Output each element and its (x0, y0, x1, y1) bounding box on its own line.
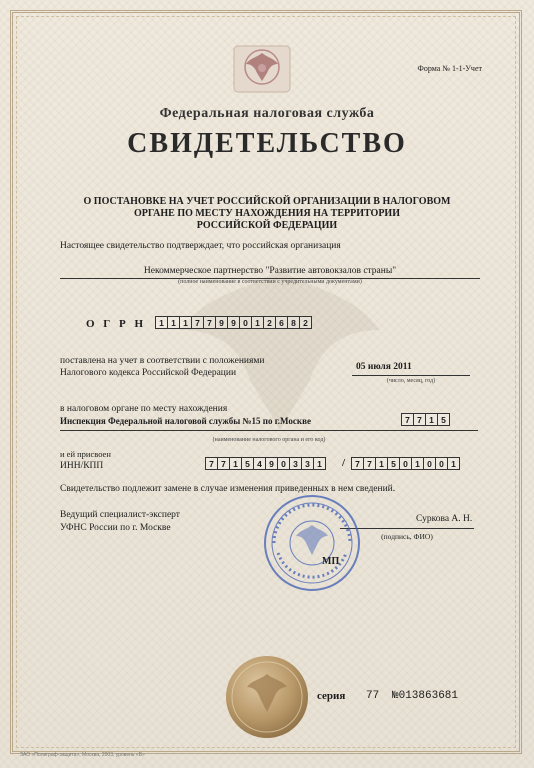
document-title: СВИДЕТЕЛЬСТВО (127, 128, 407, 159)
subtitle-line: ОРГАНЕ ПО МЕСТУ НАХОЖДЕНИЯ НА ТЕРРИТОРИИ (133, 208, 400, 219)
document-subtitle (0, 196, 534, 232)
form-number: Форма № 1-1-Учет (417, 64, 482, 73)
digit-cell: 1 (447, 457, 460, 470)
digit-cell: 9 (265, 457, 278, 470)
series-label: серия (317, 690, 346, 702)
digit-cell: 5 (241, 457, 254, 470)
registration-basis-line: поставлена на учет в соответствии с положениями (60, 356, 265, 366)
digit-cell: 0 (277, 457, 290, 470)
signer-name: Суркова А. Н. (416, 514, 473, 524)
digit-cell: 2 (299, 316, 312, 329)
digit-cell: 7 (191, 316, 204, 329)
digit-cell: 7 (205, 457, 218, 470)
signer-title-line: Ведущий специалист-эксперт (60, 510, 180, 520)
digit-cell: 1 (425, 413, 438, 426)
digit-cell: 1 (229, 457, 242, 470)
digit-cell: 7 (413, 413, 426, 426)
inn-number (206, 457, 326, 470)
digit-cell: 0 (423, 457, 436, 470)
service-name: Федеральная налоговая служба (159, 106, 375, 121)
signer-title-line: УФНС России по г. Москве (60, 523, 171, 533)
digit-cell: 8 (287, 316, 300, 329)
tax-office-name: Инспекция Федеральной налоговой службы №15 по г.Москве (60, 416, 311, 426)
digit-cell: 1 (251, 316, 264, 329)
digit-cell: 7 (217, 457, 230, 470)
inn-kpp-label: ИНН/КПП (60, 461, 104, 471)
subtitle-line: О ПОСТАНОВКЕ НА УЧЕТ РОССИЙСКОЙ ОРГАНИЗАЦИИ В НАЛОГОВОМ (83, 196, 451, 207)
tax-office-underline (60, 430, 478, 431)
digit-cell: 7 (363, 457, 376, 470)
registration-basis (60, 355, 264, 379)
digit-cell: 3 (301, 457, 314, 470)
digit-cell: 0 (399, 457, 412, 470)
digit-cell: 1 (179, 316, 192, 329)
date-caption: (число, месяц, год) (386, 378, 436, 384)
eagle-emblem-icon (226, 44, 298, 94)
ogrn-number (156, 316, 312, 329)
digit-cell: 1 (313, 457, 326, 470)
digit-cell: 7 (351, 457, 364, 470)
tax-office-label: в налоговом органе по месту нахождения (60, 404, 228, 414)
confirm-text: Настоящее свидетельство подтверждает, что российская организация (60, 241, 341, 251)
digit-cell: 1 (167, 316, 180, 329)
digit-cell: 9 (215, 316, 228, 329)
series-value: 77 (366, 690, 380, 702)
date-underline (352, 375, 470, 376)
inn-kpp-separator: / (342, 457, 346, 469)
registration-date: 05 июля 2011 (356, 362, 412, 372)
digit-cell: 1 (411, 457, 424, 470)
ogrn-label: О Г Р Н (86, 318, 147, 330)
digit-cell: 3 (289, 457, 302, 470)
digit-cell: 4 (253, 457, 266, 470)
tax-office-caption: (наименование налогового органа и его код) (212, 437, 326, 443)
kpp-number (352, 457, 460, 470)
digit-cell: 0 (239, 316, 252, 329)
signature-caption: (подпись, ФИО) (381, 532, 433, 541)
official-stamp-icon (262, 493, 362, 593)
certificate-number: №013863681 (392, 690, 459, 702)
organization-name: Некоммерческое партнерство "Развитие автовокзалов страны" (143, 266, 397, 276)
registration-basis-line: Налогового кодекса Российской Федерации (60, 368, 237, 378)
digit-cell: 1 (375, 457, 388, 470)
digit-cell: 9 (227, 316, 240, 329)
tax-office-code (402, 413, 450, 426)
digit-cell: 7 (401, 413, 414, 426)
digit-cell: 5 (437, 413, 450, 426)
subtitle-line: РОССИЙСКОЙ ФЕДЕРАЦИИ (196, 220, 338, 231)
digit-cell: 5 (387, 457, 400, 470)
digit-cell: 7 (203, 316, 216, 329)
printer-imprint: ЗАО «Полиграф-защита», Москва, 2003, уровень «В» (20, 752, 145, 758)
digit-cell: 1 (155, 316, 168, 329)
signer-title (60, 509, 180, 535)
gold-seal-icon (224, 654, 310, 740)
assigned-label: и ей присвоен (60, 449, 111, 459)
digit-cell: 6 (275, 316, 288, 329)
digit-cell: 0 (435, 457, 448, 470)
digit-cell: 2 (263, 316, 276, 329)
org-name-caption: (полное наименование в соответствии с учредительными документами) (178, 279, 362, 285)
replacement-notice: Свидетельство подлежит замене в случае изменения приведенных в нем сведений. (60, 484, 396, 494)
stamp-place-label: МП (322, 556, 340, 567)
